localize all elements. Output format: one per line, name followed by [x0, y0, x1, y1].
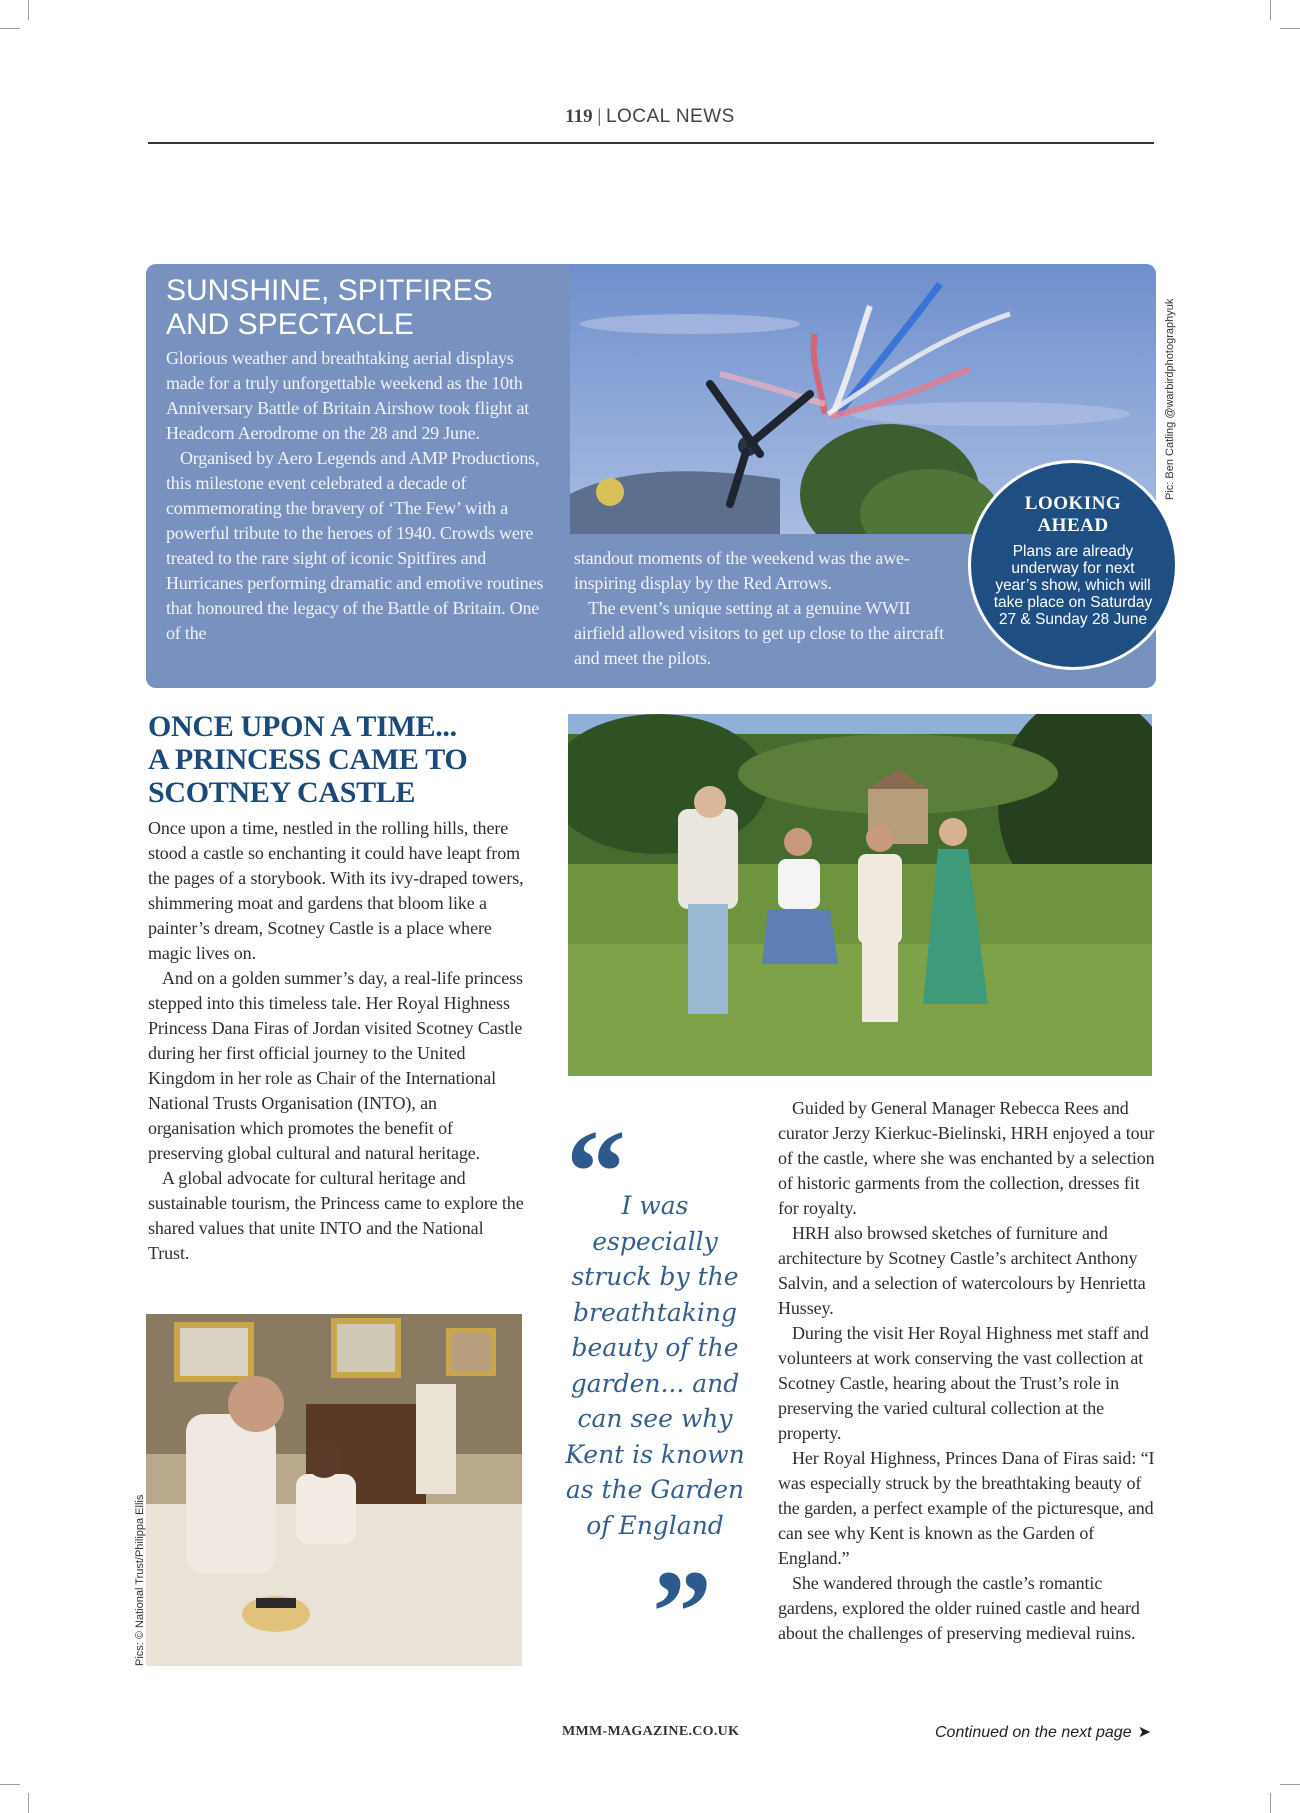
crop-mark: [0, 28, 20, 29]
page-header: [0, 106, 1300, 128]
section-title: LOCAL NEWS: [605, 106, 735, 127]
feature-paragraph: The event’s unique setting at a genuine WWII airfield allowed visitors to get up close to the aircraft and meet the pilots.: [574, 598, 944, 668]
story-paragraph: And on a golden summer’s day, a real-life princess stepped into this timeless tale. Her Royal Highness Princess Dana Firas of Jordan visited Scotney Castle during her first official journey to the United Kingdom in her role as Chair of the International National Trusts Organisation (INTO), an organisation which promotes the benefit of preserving global cultural and natural heritage.: [148, 968, 523, 1163]
story-paragraph: HRH also browsed sketches of furniture and architecture by Scotney Castle’s architect Anthony Salvin, and a selection of watercolours by Henrietta Hussey.: [778, 1223, 1146, 1318]
crop-mark: [1280, 1784, 1300, 1785]
arrow-right-icon: ➤: [1137, 1724, 1152, 1741]
quote-open-mark: “: [566, 1105, 626, 1238]
page-number: 119: [565, 106, 593, 127]
crop-mark: [1270, 1793, 1271, 1813]
header-separator: |: [597, 106, 602, 127]
crop-mark: [1270, 0, 1271, 20]
continued-note: [935, 1722, 1151, 1742]
pull-quote: I was especially struck by the breathtaking beauty of the garden... and can see why Kent is known as the Garden of England: [565, 1191, 745, 1540]
feature-paragraph: Organised by Aero Legends and AMP Productions, this milestone event celebrated a decade of commemorating the bravery of ‘The Few’ with a powerful tribute to the heroes of 1940. Crowds were treated to the rare sight of iconic Spitfires and Hurricanes performing dramatic and emotive routines that honoured the legacy of the Battle of Britain. One of the: [166, 448, 544, 643]
feature-title-line: SUNSHINE, SPITFIRES: [166, 274, 493, 307]
header-rule: [148, 142, 1154, 144]
continued-text: Continued on the next page: [935, 1724, 1132, 1741]
looking-ahead-callout: [968, 460, 1178, 670]
story-column-3: [778, 1096, 1156, 1646]
crop-mark: [28, 0, 29, 20]
feature-title: [166, 274, 566, 342]
feature-paragraph: standout moments of the weekend was the awe-inspiring display by the Red Arrows.: [574, 548, 910, 593]
story-title: [148, 710, 528, 809]
story-title-line: SCOTNEY CASTLE: [148, 776, 416, 809]
callout-title-line: LOOKING: [1024, 493, 1122, 514]
story-paragraph: Once upon a time, nestled in the rolling hills, there stood a castle so enchanting it could have leapt from the pages of a storybook. With its ivy-draped towers, shimmering moat and gardens that bloom like a painter’s dream, Scotney Castle is a place where magic lives on.: [148, 818, 524, 963]
callout-body: Plans are already underway for next year’s show, which will take place on Saturday 27 & Sunday 28 June: [993, 543, 1153, 628]
feature-title-line: AND SPECTACLE: [166, 308, 414, 341]
story-column-1: [148, 816, 526, 1266]
footer-url: MMM-MAGAZINE.CO.UK: [562, 1724, 740, 1739]
quote-close-mark: ”: [652, 1545, 712, 1678]
feature-paragraph: Glorious weather and breathtaking aerial displays made for a truly unforgettable weekend as the 10th Anniversary Battle of Britain Airshow took flight at Headcorn Aerodrome on the 28 and 29 June.: [166, 348, 530, 443]
crop-mark: [1280, 28, 1300, 29]
airshow-photo-credit: Pic: Ben Catling @warbirdphotographyuk: [1164, 298, 1176, 500]
crop-mark: [0, 1784, 20, 1785]
story-paragraph: During the visit Her Royal Highness met staff and volunteers at work conserving the vast collection at Scotney Castle, hearing about the Trust’s role in preserving the varied cultural collection at the property.: [778, 1323, 1149, 1443]
callout-title-line: AHEAD: [1037, 515, 1109, 536]
crop-mark: [28, 1793, 29, 1813]
story-paragraph: Guided by General Manager Rebecca Rees and curator Jerzy Kierkuc-Bielinski, HRH enjoyed a tour of the castle, where she was enchanted by a selection of historic garments from the collection, dresses fit for royalty.: [778, 1098, 1155, 1218]
scotney-group-photo: [568, 714, 1152, 1076]
story-title-line: ONCE UPON A TIME...: [148, 710, 457, 743]
story-paragraph: A global advocate for cultural heritage and sustainable tourism, the Princess came to explore the shared values that unite INTO and the National Trust.: [148, 1168, 524, 1263]
story-title-line: A PRINCESS CAME TO: [148, 743, 468, 776]
feature-column-1: [166, 346, 546, 646]
story-paragraph: Her Royal Highness, Princes Dana of Firas said: “I was especially struck by the breathtaking beauty of the garden, a perfect example of the picturesque, and can see why Kent is known as the Garden of England.”: [778, 1448, 1155, 1568]
scotney-photo-credit: Pics: © National Trust/Philippa Ellis: [134, 1494, 146, 1666]
feature-column-2: [574, 546, 954, 671]
scotney-interior-photo: [146, 1314, 522, 1666]
callout-title: [971, 493, 1175, 537]
story-paragraph: She wandered through the castle’s romantic gardens, explored the older ruined castle and heard about the challenges of preserving medieval ruins.: [778, 1573, 1140, 1643]
